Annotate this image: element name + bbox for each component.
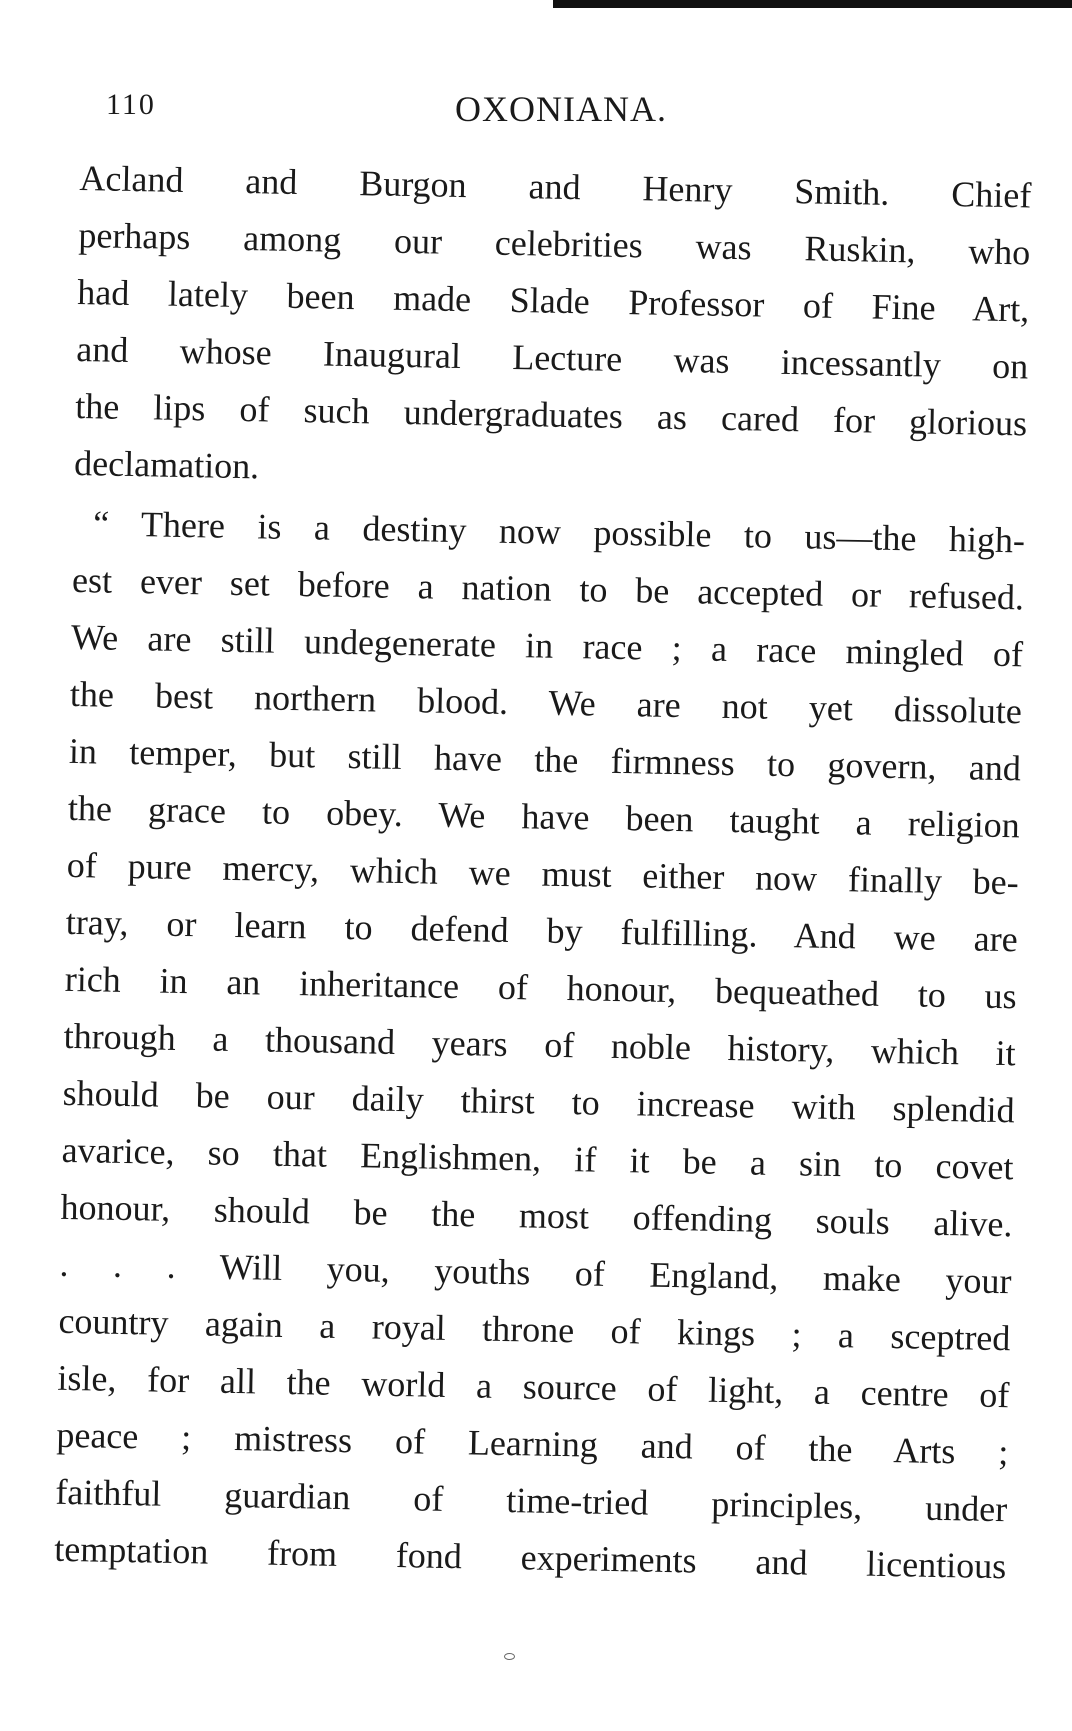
text-line: the lips of such undergraduates as cared for glorious — [74, 385, 1028, 444]
paragraph-1 — [74, 150, 1032, 509]
text-line: and whose Inaugural Lecture was incessantly on — [75, 328, 1029, 387]
text-line: country again a royal throne of kings ; a sceptred — [58, 1300, 1011, 1359]
text-line: isle, for all the world a source of light, a centre of — [57, 1357, 1010, 1416]
text-line: tray, or learn to defend by fulfilling. And we are — [65, 901, 1019, 960]
top-edge-rule — [553, 0, 1072, 8]
text-line: . . . Will you, youths of England, make your — [59, 1243, 1012, 1302]
text-line: Acland and Burgon and Henry Smith. Chief — [79, 157, 1032, 216]
text-line: avarice, so that Englishmen, if it be a sin to covet — [61, 1129, 1014, 1188]
text-line: declamation. — [73, 442, 260, 487]
text-line: through a thousand years of noble history, which it — [63, 1015, 1016, 1074]
text-line: the grace to obey. We have been taught a religion — [67, 787, 1021, 846]
text-line: the best northern blood. We are not yet dissolute — [69, 673, 1023, 732]
text-line: est ever set before a nation to be accepted or refused. — [71, 559, 1025, 618]
ink-speck — [504, 1653, 515, 1660]
text-line: We are still undegenerate in race ; a race mingled of — [70, 616, 1024, 675]
text-line: had lately been made Slade Professor of Fine Art, — [77, 271, 1030, 330]
text-line: temptation from fond experiments and licentious — [53, 1528, 1007, 1587]
text-line: of pure mercy, which we must either now finally be- — [66, 844, 1020, 903]
paragraph-2 — [54, 495, 1026, 1595]
text-line: “ There is a destiny now possible to us—the high- — [92, 503, 1026, 561]
text-line: should be our daily thirst to increase with splendid — [62, 1072, 1015, 1131]
running-head — [0, 88, 1072, 138]
text-line: rich in an inheritance of honour, bequeathed to us — [64, 958, 1018, 1017]
running-title: OXONIANA. — [455, 89, 667, 129]
text-line: faithful guardian of time-tried principles, under — [55, 1471, 1008, 1530]
text-line: honour, should be the most offending souls alive. — [60, 1186, 1013, 1245]
page-number: 110 — [106, 88, 156, 121]
text-line: perhaps among our celebrities was Ruskin, who — [78, 214, 1031, 273]
body-text — [54, 150, 1032, 1595]
text-line: peace ; mistress of Learning and of the Arts ; — [56, 1414, 1009, 1473]
text-line: in temper, but still have the firmness to govern, and — [68, 730, 1022, 789]
